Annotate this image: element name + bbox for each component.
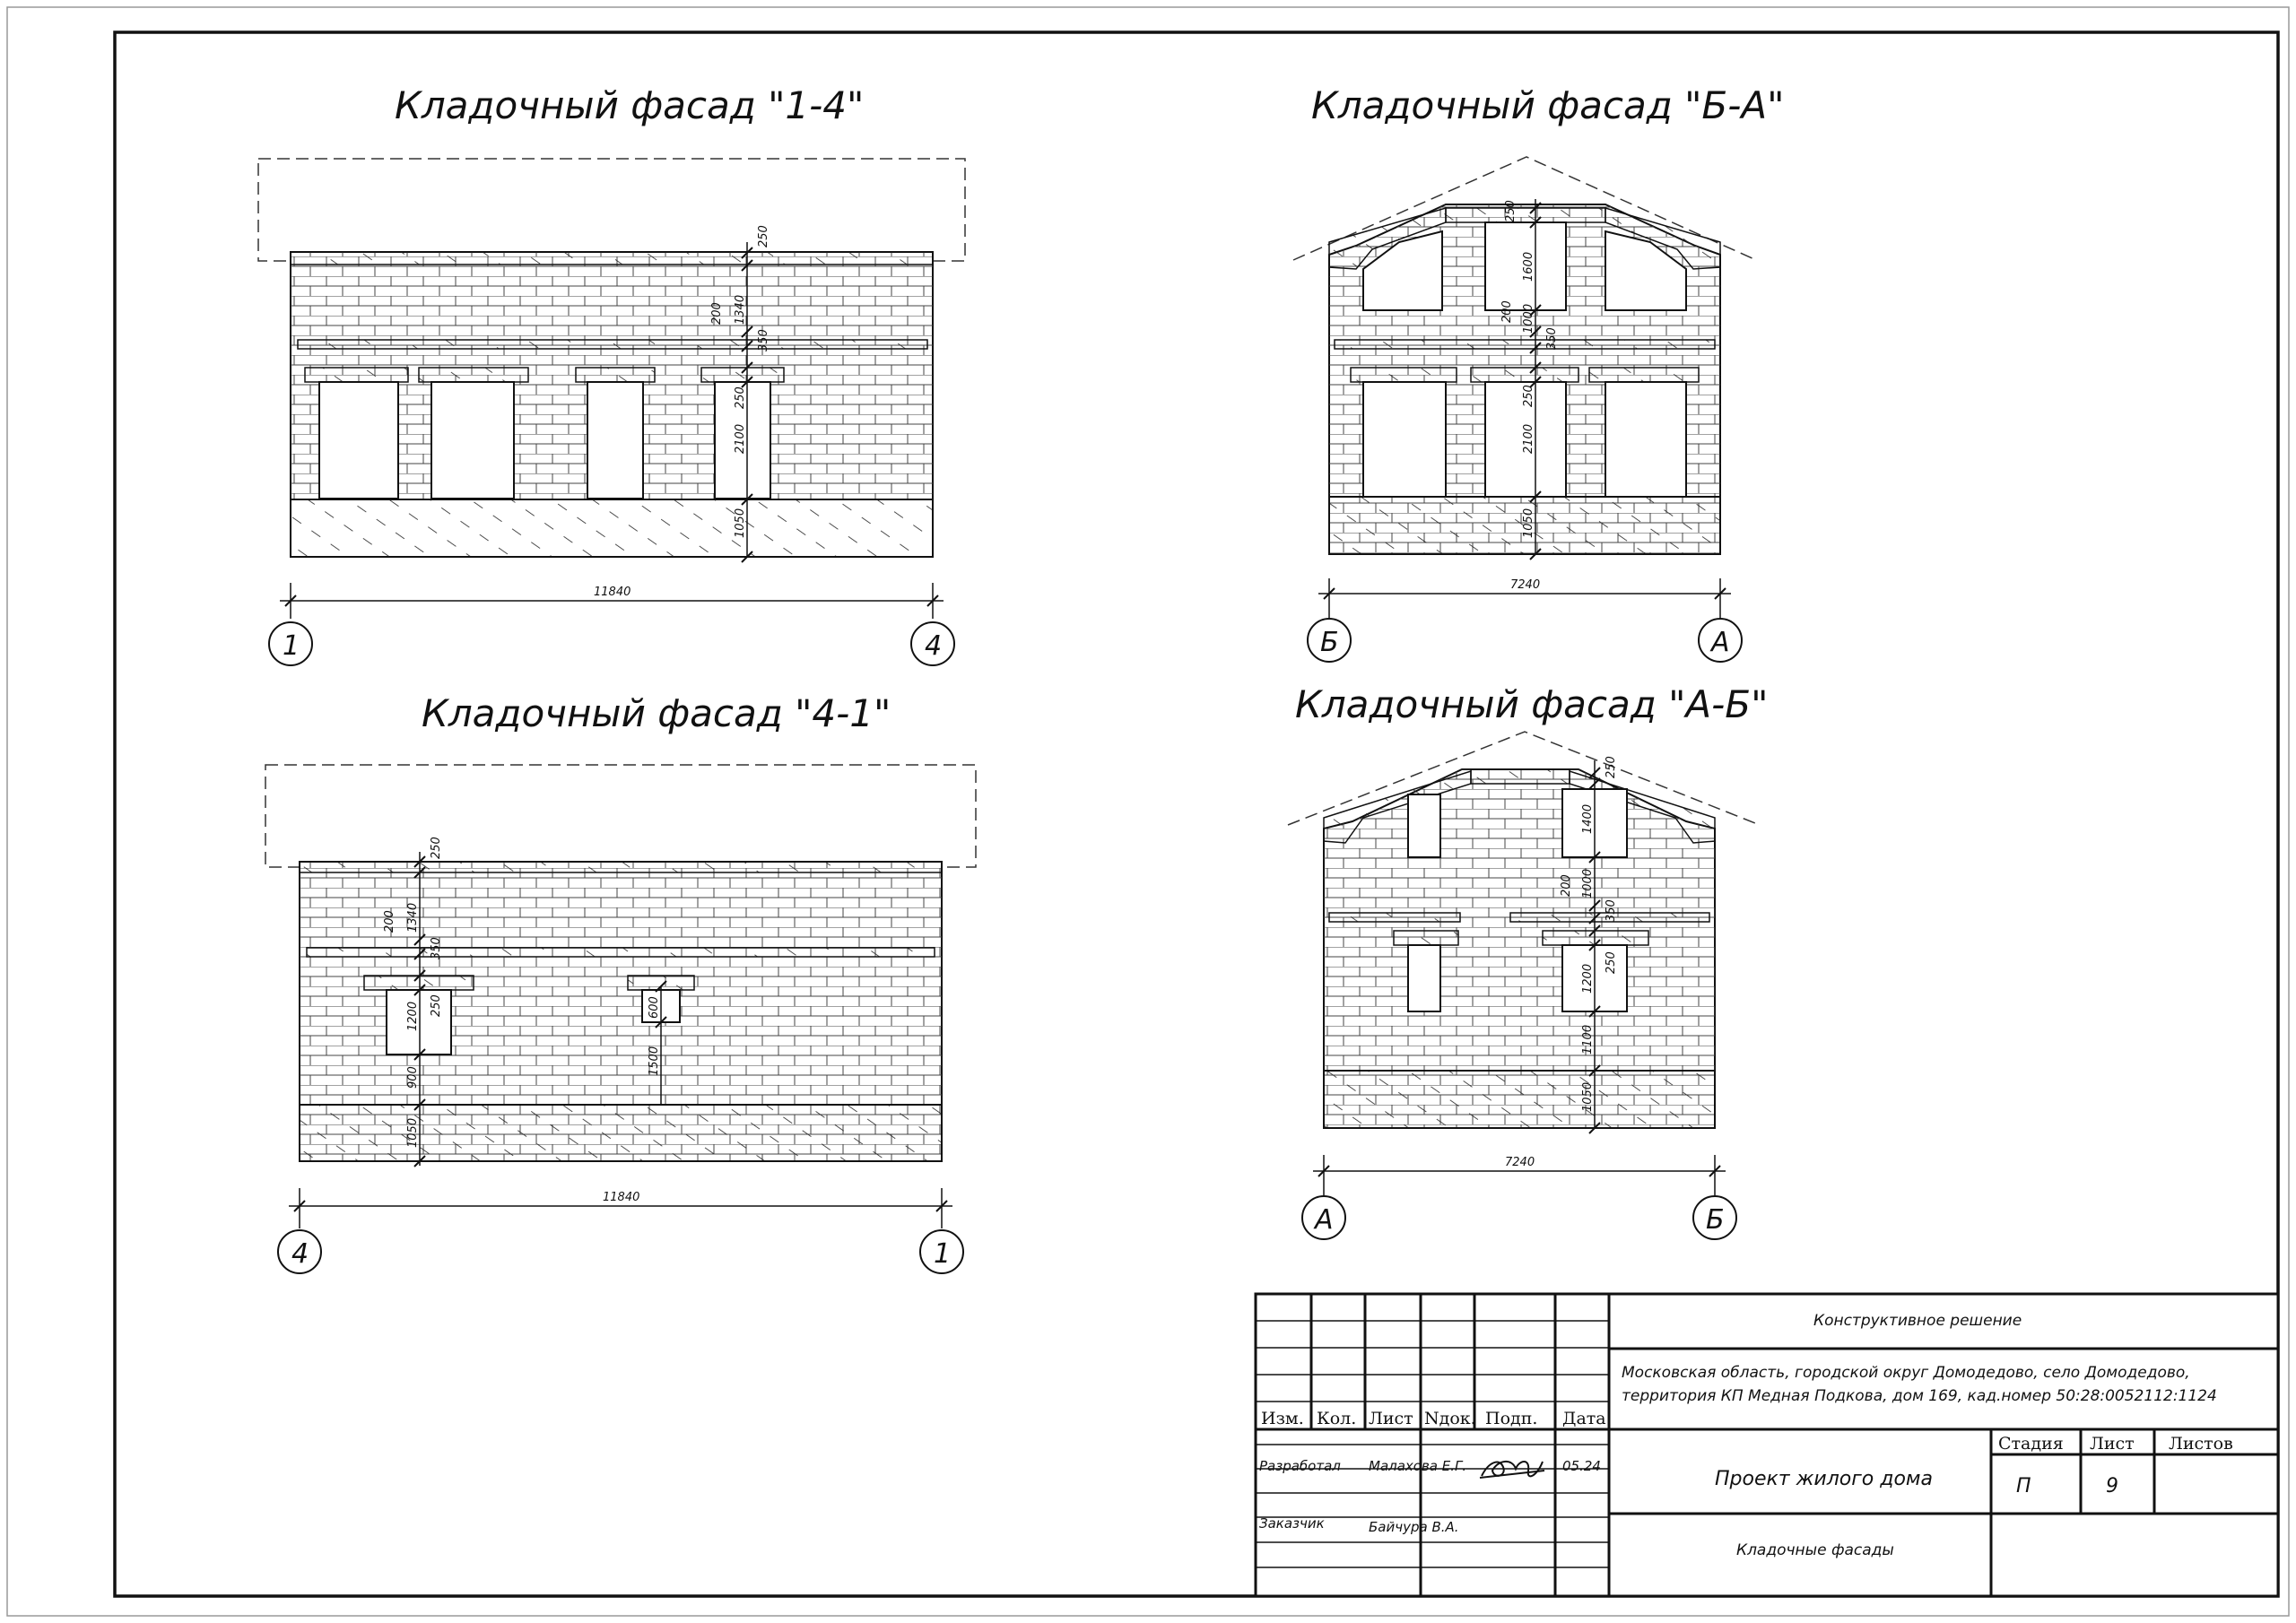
developed-label: Разработал xyxy=(1259,1458,1341,1474)
dim-label: 250 xyxy=(734,386,747,409)
dim-label: 1050 xyxy=(1581,1081,1595,1112)
door-opening xyxy=(587,382,643,499)
dim-label: 900 xyxy=(406,1066,420,1089)
lintel xyxy=(1394,931,1458,945)
axis-label: Б xyxy=(1320,627,1339,658)
dim-label: 1000 xyxy=(1522,303,1535,334)
dim-label: 200 xyxy=(710,302,724,325)
dim-label: 1050 xyxy=(734,508,747,538)
lintel xyxy=(1471,368,1578,382)
axis-label: 4 xyxy=(291,1238,309,1270)
dim-label: 250 xyxy=(430,994,443,1017)
dim-total: 7240 xyxy=(1510,578,1541,592)
window-opening xyxy=(1605,382,1686,497)
dim-label: 250 xyxy=(1605,756,1618,778)
lintel xyxy=(1589,368,1699,382)
developed-by: Малахова Е.Г. xyxy=(1369,1458,1467,1474)
customer: Байчура В.А. xyxy=(1369,1519,1459,1535)
dim-label: 200 xyxy=(383,910,396,933)
facade-b-a-title: Кладочный фасад "Б-А" xyxy=(1311,83,1785,127)
dim-label: 250 xyxy=(430,837,443,859)
sheet-label: Лист xyxy=(2090,1434,2135,1454)
header-podp: Подп. xyxy=(1485,1409,1538,1428)
dim-label: 600 xyxy=(648,996,661,1019)
lintel xyxy=(701,368,784,382)
dim-total: 11840 xyxy=(603,1191,640,1204)
dim-label: 1200 xyxy=(406,1001,420,1031)
dim-label: 250 xyxy=(1522,385,1535,407)
header-data: Дата xyxy=(1562,1409,1606,1428)
developed-date: 05.24 xyxy=(1562,1458,1601,1474)
facade-b-a xyxy=(1293,83,1784,662)
dim-label: 350 xyxy=(1605,899,1618,922)
facade-4-1-title: Кладочный фасад "4-1" xyxy=(422,691,891,735)
dim-label: 2100 xyxy=(734,423,747,454)
stage-label: Стадия xyxy=(1998,1434,2064,1454)
window-opening xyxy=(1408,945,1440,1011)
window-opening xyxy=(431,382,514,499)
floor-slab xyxy=(307,948,935,957)
dim-label: 1400 xyxy=(1581,803,1595,834)
dim-label: 2100 xyxy=(1522,423,1535,454)
axis-label: А xyxy=(1315,1204,1334,1236)
ridge-beam xyxy=(1446,208,1605,222)
dim-label: 250 xyxy=(1605,951,1618,974)
header-kol: Кол. xyxy=(1317,1409,1357,1428)
lintel xyxy=(305,368,408,382)
facade-4-1 xyxy=(265,691,976,1273)
address-line-2: территория КП Медная Подкова, дом 169, кад.номер 50:28:0052112:1124 xyxy=(1622,1387,2217,1405)
top-plate xyxy=(300,862,942,872)
lintel xyxy=(576,368,655,382)
dim-label: 200 xyxy=(1560,874,1573,897)
floor-slab xyxy=(1329,913,1460,922)
roof-outline-dashed xyxy=(265,765,976,867)
dim-label: 1340 xyxy=(734,294,747,325)
header-list: Лист xyxy=(1369,1409,1413,1428)
dim-label: 1340 xyxy=(406,902,420,933)
lintel xyxy=(1351,368,1457,382)
dim-total: 11840 xyxy=(594,586,631,599)
dim-label: 200 xyxy=(1500,300,1514,323)
project-name: Проект жилого дома xyxy=(1715,1468,1933,1490)
gable-opening xyxy=(1408,794,1440,857)
plinth xyxy=(300,1105,942,1161)
facade-a-b-title: Кладочный фасад "А-Б" xyxy=(1295,682,1769,726)
dim-label: 1100 xyxy=(1581,1024,1595,1055)
top-plate xyxy=(291,252,933,265)
floor-slab xyxy=(298,340,927,349)
facade-1-4 xyxy=(258,83,965,665)
stage-value: П xyxy=(2016,1475,2031,1497)
ridge-beam xyxy=(1471,769,1570,784)
roof-outline-dashed xyxy=(258,159,965,261)
plinth xyxy=(291,499,933,557)
axis-label: 1 xyxy=(283,630,300,662)
header-ndok: Nдок. xyxy=(1424,1409,1476,1428)
window-opening xyxy=(319,382,398,499)
dim-label: 1050 xyxy=(1522,508,1535,538)
dim-label: 1050 xyxy=(406,1117,420,1148)
facade-1-4-title: Кладочный фасад "1-4" xyxy=(395,83,865,127)
header-izm: Изм. xyxy=(1261,1409,1304,1428)
dim-label: 350 xyxy=(757,329,770,352)
dim-label: 1000 xyxy=(1581,868,1595,898)
customer-label: Заказчик xyxy=(1259,1515,1325,1532)
axis-label: А xyxy=(1711,627,1730,658)
sheet-name: Кладочные фасады xyxy=(1736,1541,1894,1559)
lintel xyxy=(419,368,528,382)
sheets-label: Листов xyxy=(2169,1434,2233,1454)
axis-label: Б xyxy=(1706,1204,1725,1236)
dim-label: 250 xyxy=(1504,200,1518,222)
floor-slab xyxy=(1335,340,1715,349)
axis-label: 4 xyxy=(925,630,943,662)
dim-label: 1200 xyxy=(1581,963,1595,994)
sheet-number: 9 xyxy=(2106,1475,2118,1497)
dim-label: 1500 xyxy=(648,1046,661,1076)
axis-label: 1 xyxy=(934,1238,952,1270)
section-name: Конструктивное решение xyxy=(1813,1312,2022,1330)
dim-label: 250 xyxy=(757,225,770,247)
dim-label: 350 xyxy=(430,937,443,959)
dim-label: 1600 xyxy=(1522,251,1535,282)
window-opening xyxy=(1363,382,1446,497)
dim-total: 7240 xyxy=(1505,1156,1535,1169)
title-block xyxy=(1256,1294,2278,1596)
plinth xyxy=(1324,1071,1715,1128)
address-line-1: Московская область, городской округ Домодедово, село Домодедово, xyxy=(1622,1364,2190,1382)
dim-label: 350 xyxy=(1545,327,1559,350)
facade-a-b xyxy=(1288,682,1768,1239)
